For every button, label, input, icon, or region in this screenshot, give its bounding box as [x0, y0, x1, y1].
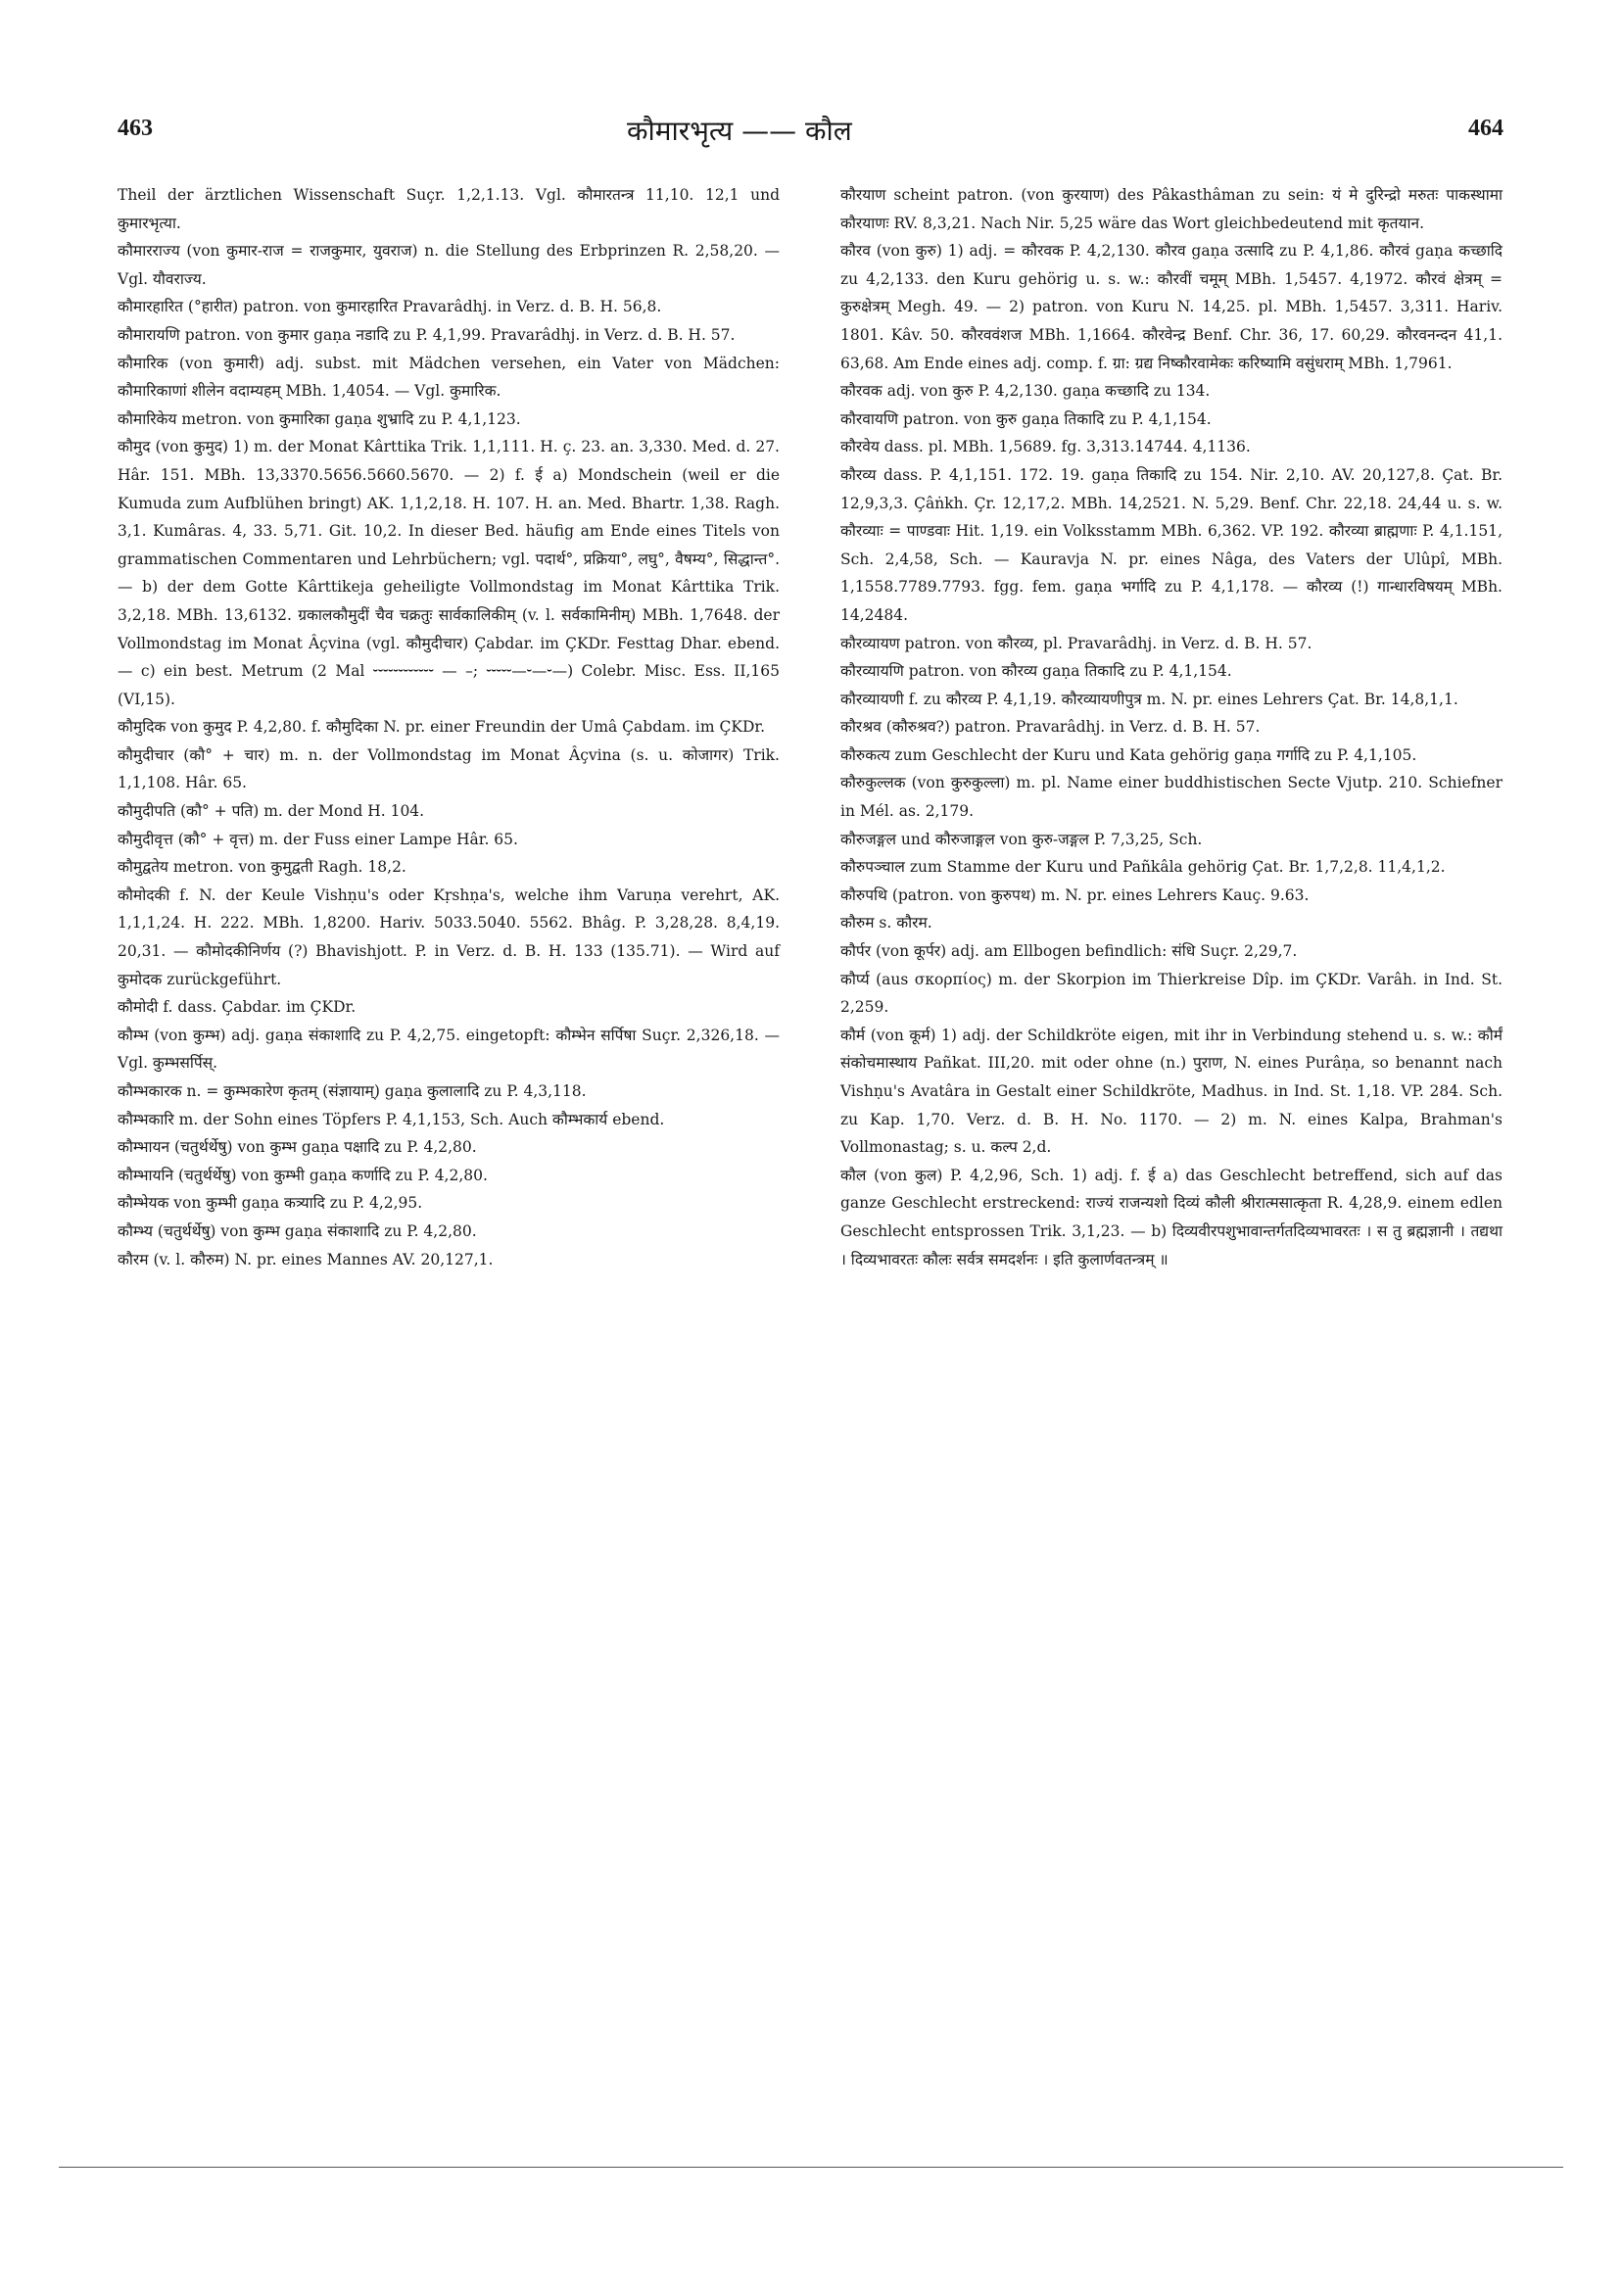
entry: कौमुदीपति (कौ° + पति) m. der Mond H. 104.	[118, 802, 425, 821]
entry: कौमोदी f. dass. Çabdar. im ÇKDr.	[118, 998, 357, 1017]
entry: कौमारिकेय metron. von कुमारिका gaṇa शुभ्रादि zu P. 4,1,123.	[118, 409, 521, 428]
entry: कौल (von कुल) P. 4,2,96, Sch. 1) adj. f. ई a) das Geschlecht betreffend, sich auf das ganze Geschlecht erstreckend: राज्यं राजन्यशो दिव्यं कौली श्रीरात्मसात्कृता R. 4,28,9. einem edlen Geschlecht entsprossen Trik. 3,1,23. — b) दिव्यवीरपशुभावान्तर्गतदिव्यभावरतः । स तु ब्रह्मज्ञानी । तद्यथा । दिव्यभावरतः कौलः सर्वत्र समदर्शनः । इति कुलार्णवतन्त्रम् ॥	[840, 1166, 1503, 1268]
entry: Theil der ärztlichen Wissenschaft Suçr. 1,2,1.13. Vgl. कौमारतन्त्र 11,10. 12,1 und कुमारभृत्या.	[118, 186, 780, 232]
entry: कौरव (von कुरु) 1) adj. = कौरवक P. 4,2,130. कौरव gaṇa उत्सादि zu P. 4,1,86. कौरवं gaṇa कच्छादि zu 4,2,133. den Kuru gehörig u. s. w.: कौरवीं चमूम् MBh. 1,5457. 4,1972. कौरवं क्षेत्रम् = कुरुक्षेत्रम् Megh. 49. — 2) patron. von Kuru N. 14,25. pl. MBh. 1,5457. 3,311. Hariv. 1801. Kâv. 50. कौरववंशज MBh. 1,1664. कौरवेन्द्र Benf. Chr. 36, 17. 60,29. कौरवनन्दन 41,1. 63,68. Am Ende eines adj. comp. f. ग्रा: ग्रद्य निष्कौरवामेकः करिष्यामि वसुंधराम् MBh. 1,7961.	[840, 242, 1503, 372]
entry: कौमुदीचार (कौ° + चार) m. n. der Vollmondstag im Monat Âçvina (s. u. कोजागर) Trik. 1,1,108. Hâr. 65.	[118, 745, 780, 792]
entry: कौम्भेयक von कुम्भी gaṇa कत्र्यादि zu P. 4,2,95.	[118, 1194, 423, 1213]
entry: कौरम (v. l. कौरुम) N. pr. eines Mannes AV. 20,127,1.	[118, 1250, 494, 1268]
entry: कौम्भ्य (चतुर्थर्थेषु) von कुम्भ gaṇa संकाशादि zu P. 4,2,80.	[118, 1221, 477, 1240]
entry: कौम्भायनि (चतुर्थर्थेषु) von कुम्भी gaṇa कर्णादि zu P. 4,2,80.	[118, 1166, 488, 1184]
entry: कौरुकत्य zum Geschlecht der Kuru und Kata gehörig gaṇa गर्गादि zu P. 4,1,105.	[840, 745, 1417, 764]
right-column	[840, 181, 1503, 1273]
page-number-right: 464	[1468, 116, 1503, 141]
entry: कौमारिक (von कुमारी) adj. subst. mit Mädchen versehen, ein Vater von Mädchen: कौमारिकाणां शीलेन वदाम्यहम् MBh. 1,4054. — Vgl. कुमारिक.	[118, 354, 780, 401]
page-number-left: 463	[118, 116, 153, 141]
entry: कौर्प्य (aus σκορπίος) m. der Skorpion im Thierkreise Dîp. im ÇKDr. Varâh. in Ind. St. 2,259.	[840, 970, 1503, 1017]
entry: कौम्भ (von कुम्भ) adj. gaṇa संकाशादि zu P. 4,2,75. eingetopft: कौम्भेन सर्पिषा Suçr. 2,326,18. — Vgl. कुम्भसर्पिस्.	[118, 1026, 780, 1073]
entry: कौर्म (von कूर्म) 1) adj. der Schildkröte eigen, mit ihr in Verbindung stehend u. s. w.: कौर्मं संकोचमास्थाय Pañkat. III,20. mit oder ohne (n.) पुराण, N. eines Purâṇa, so benannt nach Vishṇu's Avatâra in Gestalt einer Schildkröte, Madhus. in Ind. St. 1,18. VP. 284. Sch. zu Kap. 1,70. Verz. d. B. H. No. 1170. — 2) m. N. eines Kalpa, Brahman's Vollmonastag; s. u. कल्प 2,d.	[840, 1026, 1503, 1157]
entry: कौरुकुल्लक (von कुरुकुल्ला) m. pl. Name einer buddhistischen Secte Vjutp. 210. Schiefner in Mél. as. 2,179.	[840, 774, 1503, 821]
page-header	[118, 116, 1503, 155]
entry: कौमोदकी f. N. der Keule Vishṇu's oder Kṛshṇa's, welche ihm Varuṇa verehrt, AK. 1,1,1,24. H. 222. MBh. 1,8200. Hariv. 5033.5040. 5562. Bhâg. P. 3,28,28. 8,4,19. 20,31. — कौमोदकीनिर्णय (?) Bhavishjott. P. in Verz. d. B. H. 133 (135.71). — Wird auf कुमोदक zurückgeführt.	[118, 885, 780, 988]
left-column	[118, 181, 780, 1273]
entry: कौम्भायन (चतुर्थर्थेषु) von कुम्भ gaṇa पक्षादि zu P. 4,2,80.	[118, 1138, 477, 1157]
entry: कौरयाण scheint patron. (von कुरयाण) des Pâkasthâman zu sein: यं मे दुरिन्द्रो मरुतः पाकस्थामा कौरयाणः RV. 8,3,21. Nach Nir. 5,25 wäre das Wort gleichbedeutend mit कृतयान.	[840, 186, 1503, 232]
entry: कौम्भकारि m. der Sohn eines Töpfers P. 4,1,153, Sch. Auch कौम्भकार्य ebend.	[118, 1110, 665, 1128]
entry: कौरवायणि patron. von कुरु gaṇa तिकादि zu P. 4,1,154.	[840, 409, 1212, 428]
entry: कौमारहारित (°हारीत) patron. von कुमारहारित Pravarâdhj. in Verz. d. B. H. 56,8.	[118, 298, 662, 316]
entry: कौर्पर (von कूर्पर) adj. am Ellbogen befindlich: संधि Suçr. 2,29,7.	[840, 942, 1298, 961]
entry: कौरश्रव (कौरुश्रव?) patron. Pravarâdhj. in Verz. d. B. H. 57.	[840, 718, 1261, 737]
entry: कौरव्य dass. P. 4,1,151. 172. 19. gaṇa तिकादि zu 154. Nir. 2,10. AV. 20,127,8. Çat. Br. 12,9,3,3. Çâṅkh. Çr. 12,17,2. MBh. 14,2521. N. 5,29. Benf. Chr. 22,18. 24,44 u. s. w. कौरव्याः = पाण्डवाः Hit. 1,19. ein Volksstamm MBh. 6,362. VP. 192. कौरव्या ब्राह्मणाः P. 4,1.151, Sch. 2,4,58, Sch. — Kauravja N. pr. eines Nâga, des Vaters der Ulûpî, MBh. 1,1558.7789.7793. fgg. fem. gaṇa भर्गादि zu P. 4,1,178. — कौरव्य (!) गान्धारविषयम् MBh. 14,2484.	[840, 465, 1503, 624]
entry: कौरव्यायण patron. von कौरव्य, pl. Pravarâdhj. in Verz. d. B. H. 57.	[840, 634, 1312, 652]
entry: कौरुजङ्गल und कौरुजाङ्गल von कुरु-जङ्गल P. 7,3,25, Sch.	[840, 830, 1203, 848]
entry: कौम्भकारक n. = कुम्भकारेण कृतम् (संज्ञायाम्) gaṇa कुलालादि zu P. 4,3,118.	[118, 1082, 587, 1100]
running-title: कौमारभृत्य —— कौल	[627, 115, 852, 147]
entry: कौमुदिक von कुमुद P. 4,2,80. f. कौमुदिका N. pr. einer Freundin der Umâ Çabdam. im ÇKDr.	[118, 718, 766, 737]
footer-rule	[59, 2167, 1563, 2168]
entry: कौरवेय dass. pl. MBh. 1,5689. fg. 3,313.14744. 4,1136.	[840, 438, 1251, 456]
entry: कौमारराज्य (von कुमार-राज = राजकुमार, युवराज) n. die Stellung des Erbprinzen R. 2,58,20. — Vgl. यौवराज्य.	[118, 242, 780, 288]
entry: कौमुद (von कुमुद) 1) m. der Monat Kârttika Trik. 1,1,111. H. ç. 23. an. 3,330. Med. d. 27. Hâr. 151. MBh. 13,3370.5656.5660.5670. — 2) f. ई a) Mondschein (weil er die Kumuda zum Aufblühen bringt) AK. 1,1,2,18. H. 107. H. an. Med. Bhartr. 1,38. Ragh. 3,1. Kumâras. 4, 33. 5,71. Git. 10,2. In dieser Bed. häufig am Ende eines Titels von grammatischen Commentaren und Lehrbüchern; vgl. पदार्थ°, प्रक्रिया°, लघु°, वैषम्य°, सिद्धान्त°. — b) der dem Gotte Kârttikeja geheiligte Vollmondstag im Monat Kârttika Trik. 3,2,18. MBh. 13,6132. ग्रकालकौमुदीं चैव चक्रतुः सार्वकालिकीम् (v. l. सर्वकामिनीम्) MBh. 1,7648. der Vollmondstag im Monat Âçvina (vgl. कौमुदीचार) Çabdar. im ÇKDr. Festtag Dhar. ebend. — c) ein best. Metrum (2 Mal ⏑⏑⏑⏑⏑⏑⏑⏑⏑⏑⏑⏑ — –; ⏑⏑⏑⏑⏑—⏑—⏑—) Colebr. Misc. Ess. II,165 (VI,15).	[118, 438, 780, 708]
entry: कौमुद्वतेय metron. von कुमुद्वती Ragh. 18,2.	[118, 858, 406, 877]
entry: कौरव्यायणी f. zu कौरव्य P. 4,1,19. कौरव्यायणीपुत्र m. N. pr. eines Lehrers Çat. Br. 14,8,1,1.	[840, 690, 1458, 708]
entry: कौमारायणि patron. von कुमार gaṇa नडादि zu P. 4,1,99. Pravarâdhj. in Verz. d. B. H. 57.	[118, 325, 736, 344]
entry: कौरुपथि (patron. von कुरुपथ) m. N. pr. eines Lehrers Kauç. 9.63.	[840, 885, 1310, 904]
entry: कौरुपञ्चाल zum Stamme der Kuru und Pañkâla gehörig Çat. Br. 1,7,2,8. 11,4,1,2.	[840, 858, 1446, 877]
entry: कौरव्यायणि patron. von कौरव्य gaṇa तिकादि zu P. 4,1,154.	[840, 662, 1232, 681]
entry: कौमुदीवृत्त (कौ° + वृत्त) m. der Fuss einer Lampe Hâr. 65.	[118, 830, 518, 848]
entry: कौरवक adj. von कुरु P. 4,2,130. gaṇa कच्छादि zu 134.	[840, 382, 1211, 401]
entry: कौरुम s. कौरम.	[840, 914, 932, 933]
